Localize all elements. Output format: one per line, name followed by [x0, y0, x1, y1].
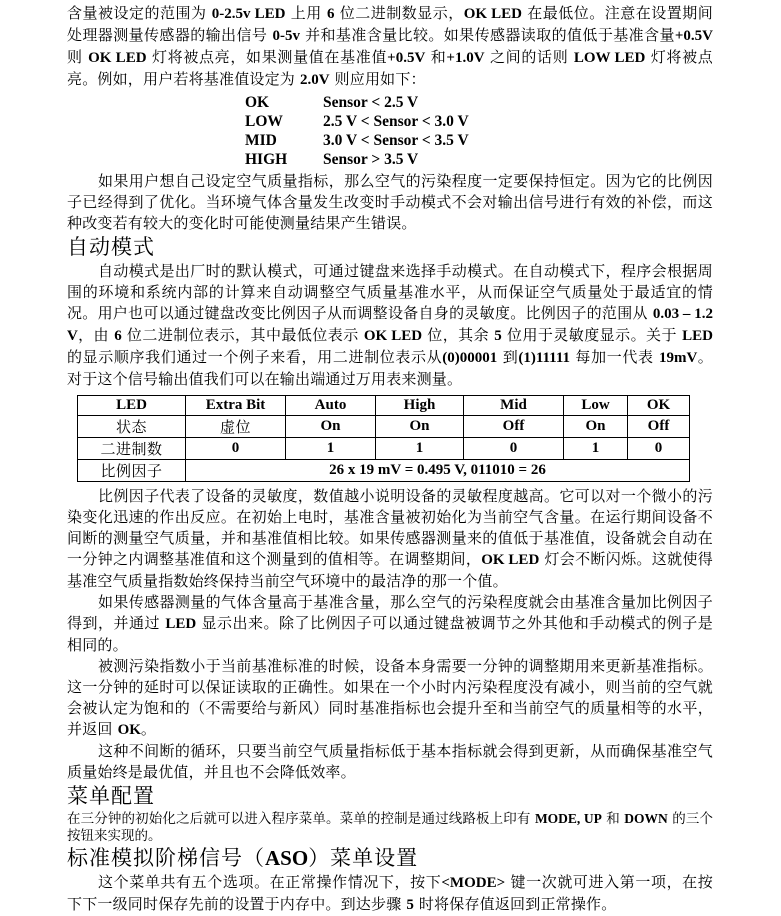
- table-header-cell: LED: [78, 396, 186, 416]
- table-cell: 虚位: [186, 416, 286, 438]
- heading-auto-mode: 自动模式: [67, 235, 155, 259]
- table-cell: 0: [186, 438, 286, 460]
- table-cell-scale-factor-value: 26 x 19 mV = 0.495 V, 011010 = 26: [186, 460, 690, 482]
- table-cell: 比例因子: [78, 460, 186, 482]
- table-cell: Off: [628, 416, 690, 438]
- table-cell: On: [564, 416, 628, 438]
- sensor-threshold-row-mid: [245, 131, 713, 150]
- sensor-threshold-row-high: [245, 150, 713, 169]
- sensor-threshold-label: HIGH: [245, 151, 288, 168]
- table-cell: 二进制数: [78, 438, 186, 460]
- paragraph-below-baseline: 被测污染指数小于当前基准标准的时候，设备本身需要一分钟的调整期用来更新基准指标。这一分钟的延时可以保证读取的正确性。如果在一个小时内污染程度没有减小，则当前的空气就会被认定为饱和的（不需要给与新风）同时基准指标也会提升至和当前空气的质量相等的水平，并返回 OK。: [67, 657, 713, 738]
- table-cell: 状态: [78, 416, 186, 438]
- sensor-threshold-value: Sensor > 3.5 V: [323, 151, 419, 168]
- sensor-threshold-value: 3.0 V < Sensor < 3.5 V: [323, 132, 469, 149]
- paragraph-auto-mode: 自动模式是出厂时的默认模式，可通过键盘来选择手动模式。在自动模式下，程序会根据周围的环境和系统内部的计算来自动调整空气质量基准水平，从而保证空气质量处于最适宜的情况。用户也可以通过键盘改变比例因子从而调整设备自身的灵敏度。比例因子的范围从 0.03 – 1.2 V，由 6 位二进制位表示，其中最低位表示 OK LED 位，其余 5 位用于灵敏度显示。关于 LED 的显示顺序我们通过一个例子来看，用二进制位表示从(0)00001 到(1)11111 每加一代表 19mV。对于这个信号输出值我们可以在输出端通过万用表来测量。: [67, 262, 713, 388]
- sensor-threshold-label: LOW: [245, 113, 283, 130]
- table-header-cell: Low: [564, 396, 628, 416]
- paragraph-menu-buttons: 在三分钟的初始化之后就可以进入程序菜单。菜单的控制是通过线路板上印有 MODE, UP 和 DOWN 的三个按钮来实现的。: [67, 811, 713, 844]
- heading-aso-menu: 标准模拟阶梯信号（ASO）菜单设置: [67, 846, 419, 870]
- heading-menu-config: 菜单配置: [67, 784, 155, 808]
- sensor-threshold-value: Sensor < 2.5 V: [323, 94, 419, 111]
- paragraph-led-range: 含量被设定的范围为 0-2.5v LED 上用 6 位二进制数显示，OK LED 在最低位。注意在设置期间处理器测量传感器的输出信号 0-5v 并和基准含量比较。如果传感器读取的值低于基准含量+0.5V 则 OK LED 灯将被点亮，如果测量值在基准值+0.5V 和+1.0V 之间的话则 LOW LED 灯将被点亮。例如，用户若将基准值设定为 2.0V 则应用如下：: [67, 4, 713, 88]
- table-header-cell: Extra Bit: [186, 396, 286, 416]
- table-header-cell: Auto: [286, 396, 376, 416]
- paragraph-aso-options: 这个菜单共有五个选项。在正常操作情况下，按下<MODE> 键一次就可进入第一项，在按下下一级同时保存先前的设置于内存中。到达步骤 5 时将保存值返回到正常操作。: [67, 873, 713, 913]
- table-header-cell: OK: [628, 396, 690, 416]
- sensor-threshold-list: [245, 93, 713, 169]
- sensor-threshold-label: MID: [245, 132, 277, 149]
- table-cell: On: [376, 416, 464, 438]
- paragraph-above-baseline: 如果传感器测量的气体含量高于基准含量，那么空气的污染程度就会由基准含量加比例因子得到，并通过 LED 显示出来。除了比例因子可以通过键盘被调节之外其他和手动模式的例子是相同的。: [67, 593, 713, 654]
- table-cell: On: [286, 416, 376, 438]
- table-cell: Off: [464, 416, 564, 438]
- sensor-threshold-row-low: [245, 112, 713, 131]
- table-row-binary: [78, 438, 690, 460]
- table-cell: 0: [464, 438, 564, 460]
- table-cell: 1: [286, 438, 376, 460]
- sensor-threshold-value: 2.5 V < Sensor < 3.0 V: [323, 113, 469, 130]
- sensor-threshold-row-ok: [245, 93, 713, 112]
- paragraph-update-cycle: 这种不间断的循环，只要当前空气质量指标低于基本指标就会得到更新，从而确保基准空气质量始终是最优值，并且也不会降低效率。: [67, 742, 713, 781]
- table-cell: 1: [564, 438, 628, 460]
- table-header-cell: High: [376, 396, 464, 416]
- table-cell: 1: [376, 438, 464, 460]
- table-row-header: [78, 396, 690, 416]
- table-row-status: [78, 416, 690, 438]
- table-cell: 0: [628, 438, 690, 460]
- table-header-cell: Mid: [464, 396, 564, 416]
- sensor-threshold-label: OK: [245, 94, 270, 111]
- paragraph-scale-factor: 比例因子代表了设备的灵敏度，数值越小说明设备的灵敏程度越高。它可以对一个微小的污染变化迅速的作出反应。在初始上电时，基准含量被初始化为当前空气含量。在运行期间设备不间断的测量空气质量，并和基准值相比较。如果传感器测量来的值低于基准值，设备就会自动在一分钟之内调整基准值和这个测量到的值相等。在调整期间，OK LED 灯会不断闪烁。这就使得基准空气质量指数始终保持当前空气环境中的最洁净的那一个值。: [67, 487, 713, 590]
- led-status-table: [77, 395, 690, 482]
- table-row-scale-factor: [78, 460, 690, 482]
- paragraph-manual-mode-note: 如果用户想自己设定空气质量指标，那么空气的污染程度一定要保持恒定。因为它的比例因子已经得到了优化。当环境气体含量发生改变时手动模式不会对输出信号进行有效的补偿，而这种改变若有较大的变化时可能使测量结果产生错误。: [67, 172, 713, 232]
